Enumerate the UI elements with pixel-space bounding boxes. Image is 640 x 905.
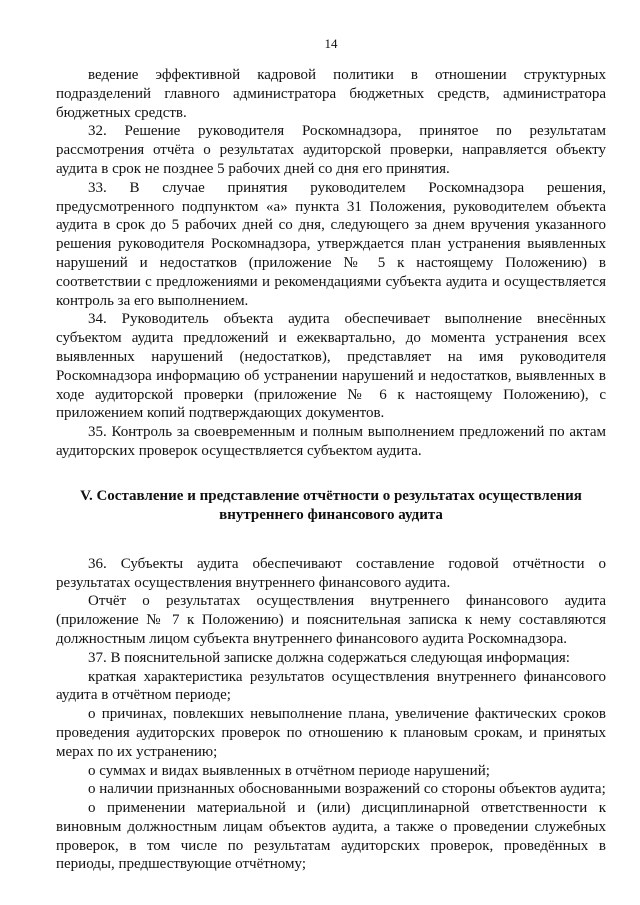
paragraph-37: 37. В пояснительной записке должна содержаться следующая информация: <box>88 649 570 666</box>
paragraph: ведение эффективной кадровой политики в отношении структурных подразделений главного администратора бюджетных средств, администратора бюджетных средств. <box>56 67 606 121</box>
list-item: о суммах и видах выявленных в отчётном периоде нарушений; <box>88 762 490 779</box>
paragraph-34: 34. Руководитель объекта аудита обеспечивает выполнение внесённых субъектом аудита предложений и ежеквартально, до момента устранения всех выявленных нарушений (недостатков), представляет на имя руководителя Роскомнадзора информацию об устранении нарушений и недостатков, выявленных в ходе аудиторской проверки (приложение № 6 к настоящему Положению), с приложением копий подтверждающих документов. <box>56 311 606 422</box>
text-block-after <box>56 555 606 875</box>
list-item: краткая характеристика результатов осуществления внутреннего финансового аудита в отчётном периоде; <box>56 668 606 704</box>
section-heading-line-2: внутреннего финансового аудита <box>219 506 443 523</box>
paragraph-report: Отчёт о результатах осуществления внутреннего финансового аудита (приложение № 7 к Положению) и пояснительная записка к нему составляются должностным лицом субъекта внутреннего финансового аудита Роскомнадзора. <box>56 593 606 647</box>
section-heading-line-1: V. Составление и представление отчётности о результатах осуществления <box>80 487 582 504</box>
page-number: 14 <box>324 36 338 51</box>
paragraph-35: 35. Контроль за своевременным и полным выполнением предложений по актам аудиторских проверок осуществляется субъектом аудита. <box>56 424 606 459</box>
list-item: о наличии признанных обоснованными возражений со стороны объектов аудита; <box>88 781 606 798</box>
text-block-before <box>56 66 606 461</box>
section-heading <box>56 487 606 525</box>
paragraph-32: 32. Решение руководителя Роскомнадзора, принятое по результатам рассмотрения отчёта о результатах аудиторской проверки, направляется объекту аудита в срок не позднее 5 рабочих дней со дня его принятия. <box>56 123 606 177</box>
paragraph-36: 36. Субъекты аудита обеспечивают составление годовой отчётности о результатах осуществления внутреннего финансового аудита. <box>56 555 606 591</box>
paragraph-33: 33. В случае принятия руководителем Роскомнадзора решения, предусмотренного подпунктом «а» пункта 31 Положения, руководителем объекта аудита в срок до 5 рабочих дней со дня, следующего за днем вручения указанного решения руководителя Роскомнадзора, утверждается план устранения выявленных нарушений и недостатков (приложение № 5 к настоящему Положению) в соответствии с предложениями и рекомендациями субъекта аудита и осуществляется контроль за его выполнением. <box>56 179 606 309</box>
list-item: о применении материальной и (или) дисциплинарной ответственности к виновным должностным лицам объектов аудита, а также о проведении служебных проверок, в том числе по результатам аудиторских проверок, проведённых в периоды, предшествующие отчётному; <box>56 800 606 873</box>
list-item: о причинах, повлекших невыполнение плана, увеличение фактических сроков проведения аудиторских проверок по отношению к плановым срокам, и принятых мерах по их устранению; <box>56 706 606 760</box>
